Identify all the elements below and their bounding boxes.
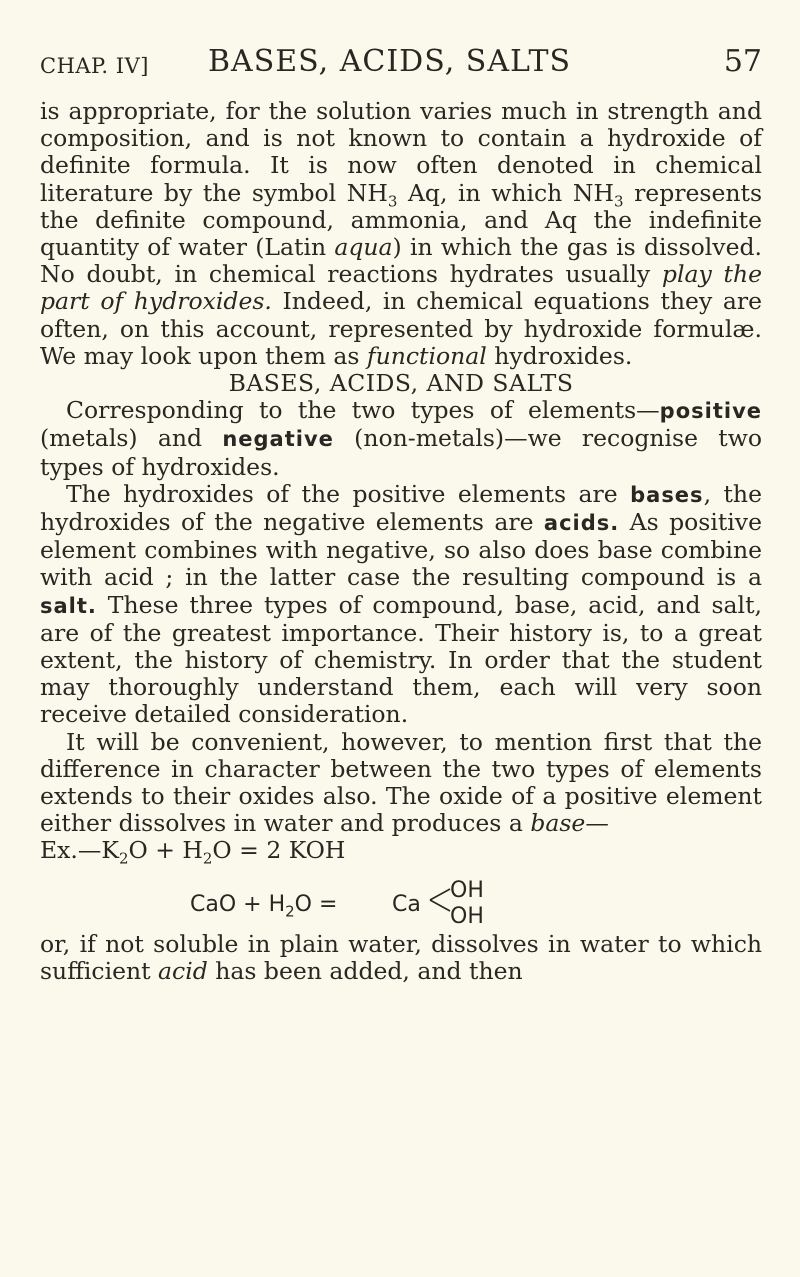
paragraph-bases-acids: The hydroxides of the positive elements are bases, the hydroxides of the negative elements are acids. As positive element combines with negative, so also does base combine with acid ; in the latter case the resulting compound is a salt. These three types of compound, base, acid, and salt, are of the greatest importance. Their history is, to a great extent, the history of chemistry. In order that the student may thoroughly understand them, each will very soon receive detailed consideration. — [40, 479, 762, 729]
page-body — [40, 98, 762, 985]
equation-potassium: $Ex.—K_2O + H_2O = 2$ KOH — [40, 836, 346, 869]
running-title: BASES, ACIDS, SALTS — [208, 44, 572, 79]
section-heading: BASES, ACIDS, AND SALTS — [228, 369, 574, 398]
paragraph-ammonia: is appropriate, for the solution varies much in strength and composition, and is not known to contain a hydroxide of definite formula. It is now often denoted in chemical literature by the symbol $NH_3$ Aq, in which $NH_3$ represents the definite compound, ammonia, and Aq the indefinite quantity of water (Latin aqua) in which the gas is dissolved. No doubt, in chemical reactions hydrates usually play the part of hydroxides. Indeed, in chemical equations they are often, on this account, represented by hydroxide formulæ. We may look upon them as functional hydroxides. — [40, 97, 763, 370]
running-header — [40, 44, 762, 88]
equation-calcium: CaO + $H_2O$ = Ca OH OH — [190, 877, 484, 929]
chapter-label: CHAP. IV] — [40, 54, 149, 78]
paragraph-acid: or, if not soluble in plain water, dissolves in water to which sufficient acid has been added, and then — [40, 929, 762, 985]
paragraph-types: Corresponding to the two types of elements—positive (metals) and negative (non-metals)—we recognise two types of hydroxides. — [40, 396, 762, 481]
page-number: 57 — [723, 44, 762, 79]
paragraph-oxides: It will be convenient, however, to mention first that the difference in character between the two types of elements extends to their oxides also. The oxide of a positive element either dissolves in water and produces a base— — [40, 727, 762, 838]
bond-lines — [428, 885, 452, 915]
